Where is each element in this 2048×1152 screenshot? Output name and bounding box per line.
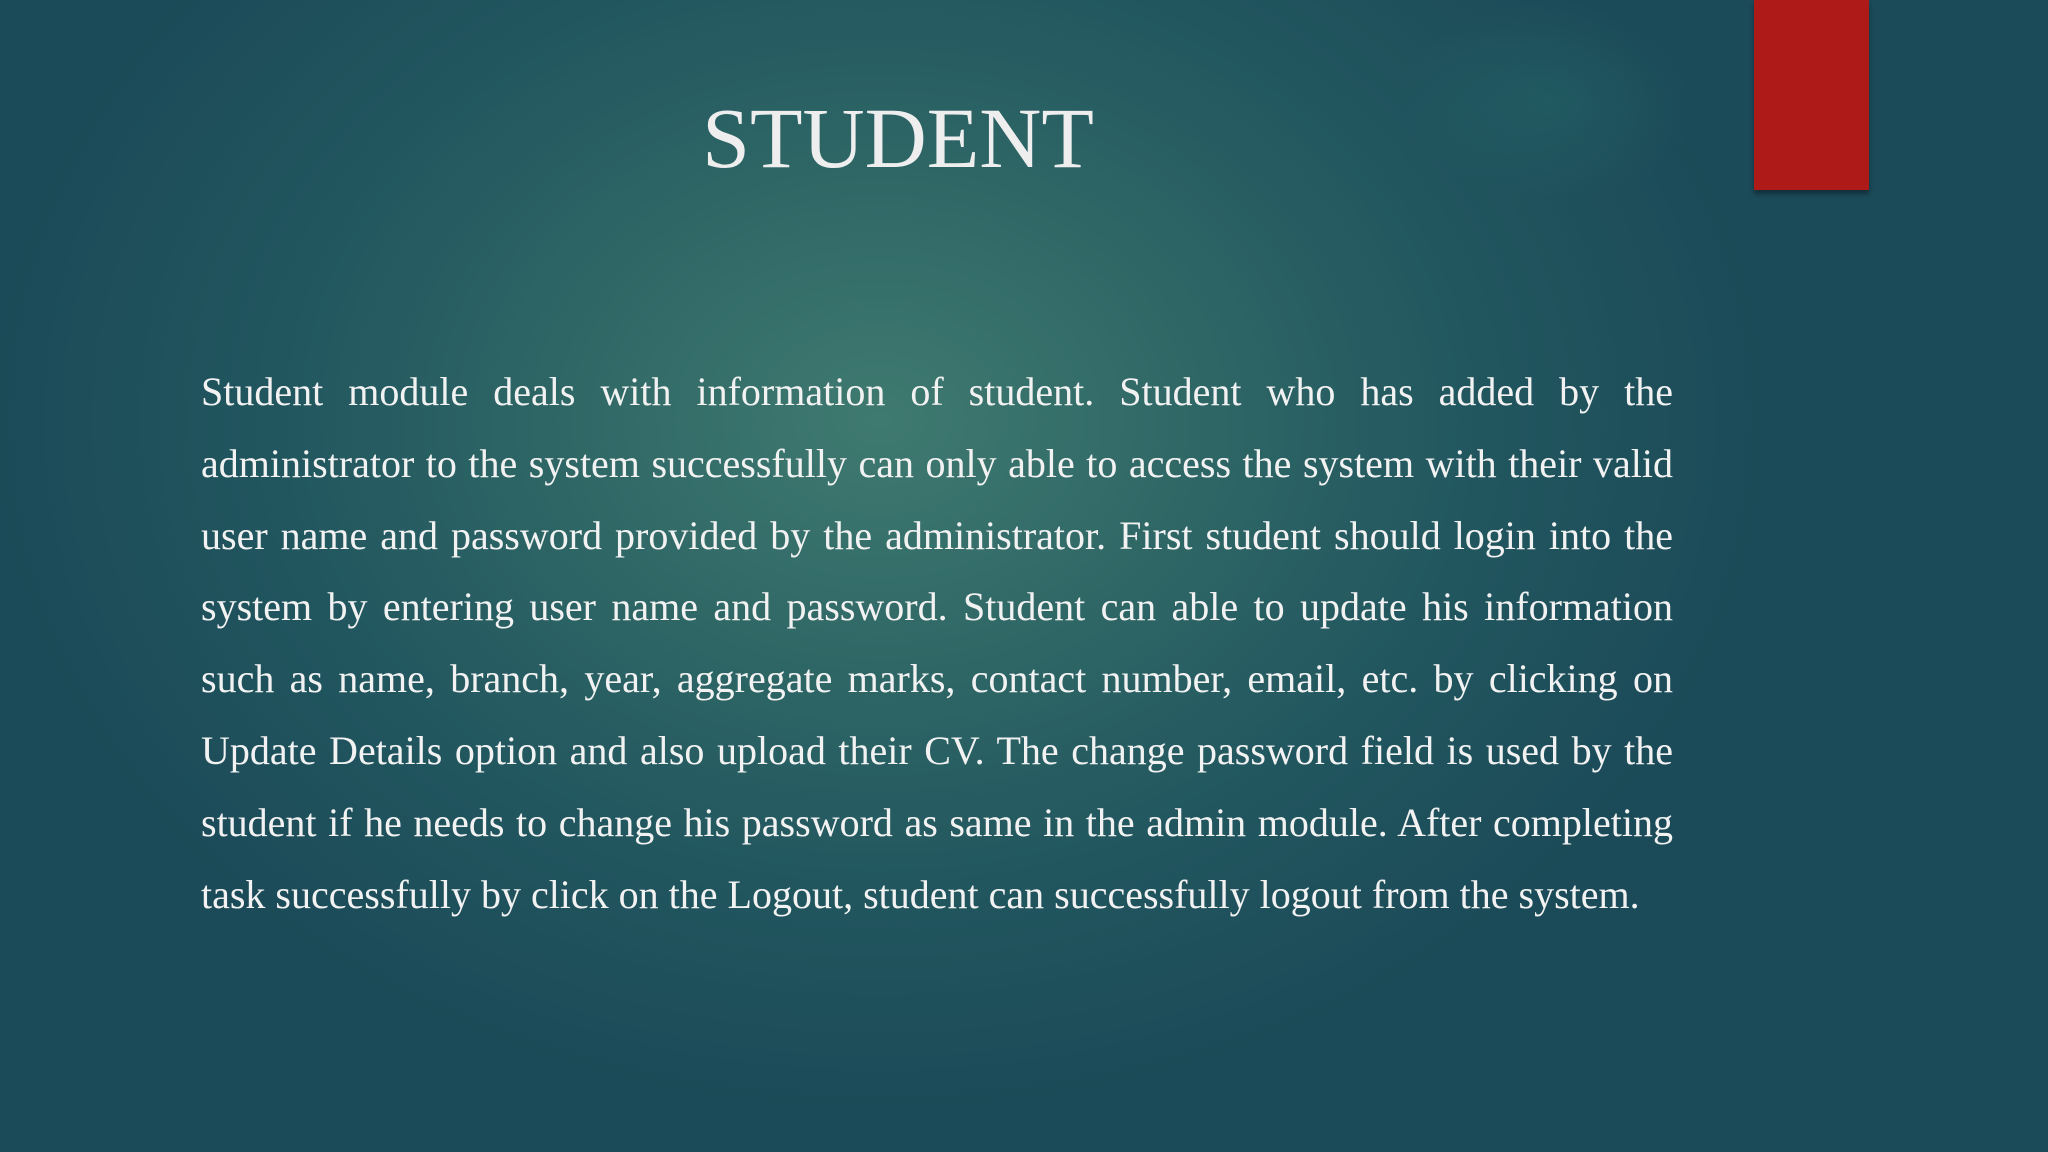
slide-body-text: Student module deals with information of student. Student who has added by the administrator to the system successfully can only able to access the system with their valid user name and password provided by the administrator. First student should login into the system by entering user name and password. Student can able to update his information such as name, branch, year, aggregate marks, contact number, email, etc. by clicking on Update Details option and also upload their CV. The change password field is used by the student if he needs to change his password as same in the admin module. After completing task successfully by click on the Logout, student can successfully logout from the system.	[201, 369, 1673, 917]
slide-title: STUDENT	[702, 90, 1094, 186]
